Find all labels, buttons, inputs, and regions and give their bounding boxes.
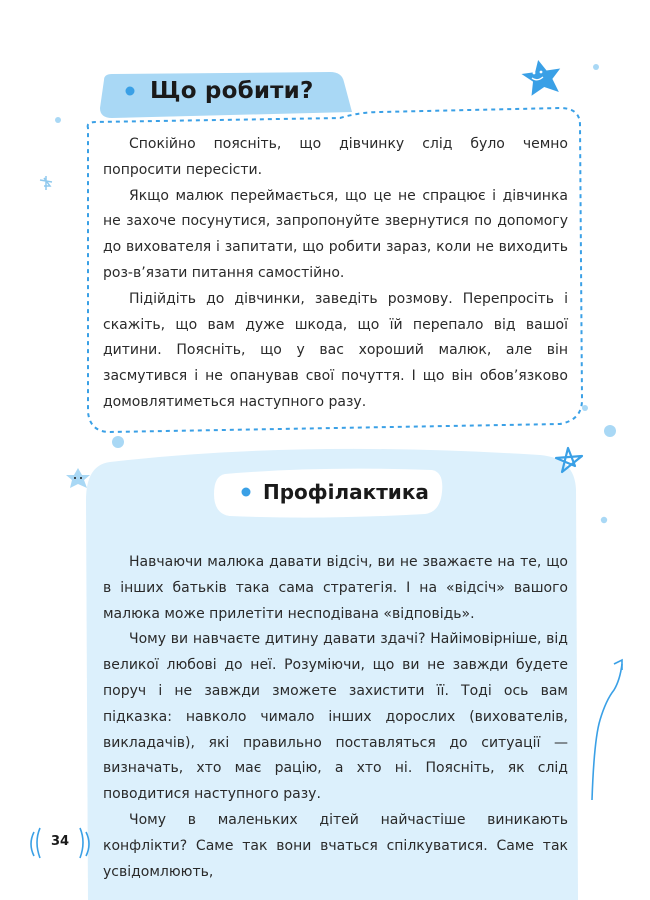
paragraph: Підійдіть до дівчинки, заведіть розмову. Перепросіть і скажіть, що вам дуже шкода, що їй перепало від вашої дитини. Поясніть, що у вас хороший малюк, але він засмутився і не опанував свої почуття. І що він обов’язково домовлятиметься наступного разу. <box>103 290 568 410</box>
paragraph: Чому ви навчаєте дитину давати здачі? Найімовірніше, від великої любові до неї. Розуміючи, що ви не завжди будете поруч і не завжди зможете захистити її. Тоді ось вам підказка: навколо чимало інших дорослих (вихователів, викладачів), які правильно поставляться до ситуації — визначать, хто має рацію, а хто ні. Поясніть, як слід поводитися наступного разу. <box>103 631 568 803</box>
section1-title: Що робити? <box>150 78 314 104</box>
paragraph: Спокійно поясніть, що дівчинку слід було чемно попросити пересісти. <box>103 136 568 178</box>
page-number: 34 <box>51 834 70 849</box>
section2-body <box>103 550 568 885</box>
star-smile-icon <box>520 57 564 97</box>
curly-arrow-icon <box>592 664 622 800</box>
dot <box>601 517 607 523</box>
paragraph: Навчаючи малюка давати відсіч, ви не зважаєте на те, що в інших батьків така сама стратегія. І на «відсіч» вашого малюка може прилетіти несподівана «відповідь». <box>103 554 568 622</box>
section1-body <box>103 132 568 416</box>
section1-bullet-icon <box>126 87 135 96</box>
star-face-icon <box>66 468 90 488</box>
dot <box>582 405 588 411</box>
dot <box>55 117 61 123</box>
section2-bullet-icon <box>242 488 251 497</box>
dot <box>593 64 599 70</box>
paragraph: Чому в маленьких дітей найчастіше виникають конфлікти? Саме так вони вчаться спілкуватися. Саме так усвідомлюють, <box>103 811 568 880</box>
star-outline-icon <box>40 176 52 190</box>
section2-title: Профілактика <box>263 480 429 504</box>
dot <box>112 436 124 448</box>
page-number-swirl-icon <box>31 828 40 858</box>
dot <box>604 425 616 437</box>
paragraph: Якщо малюк переймається, що це не спрацює і дівчинка не захоче посунутися, запропонуйте звернутися по допомогу до вихователя і запитати, що робити зараз, коли не виходить роз-в’язати питання самостійно. <box>103 187 568 281</box>
